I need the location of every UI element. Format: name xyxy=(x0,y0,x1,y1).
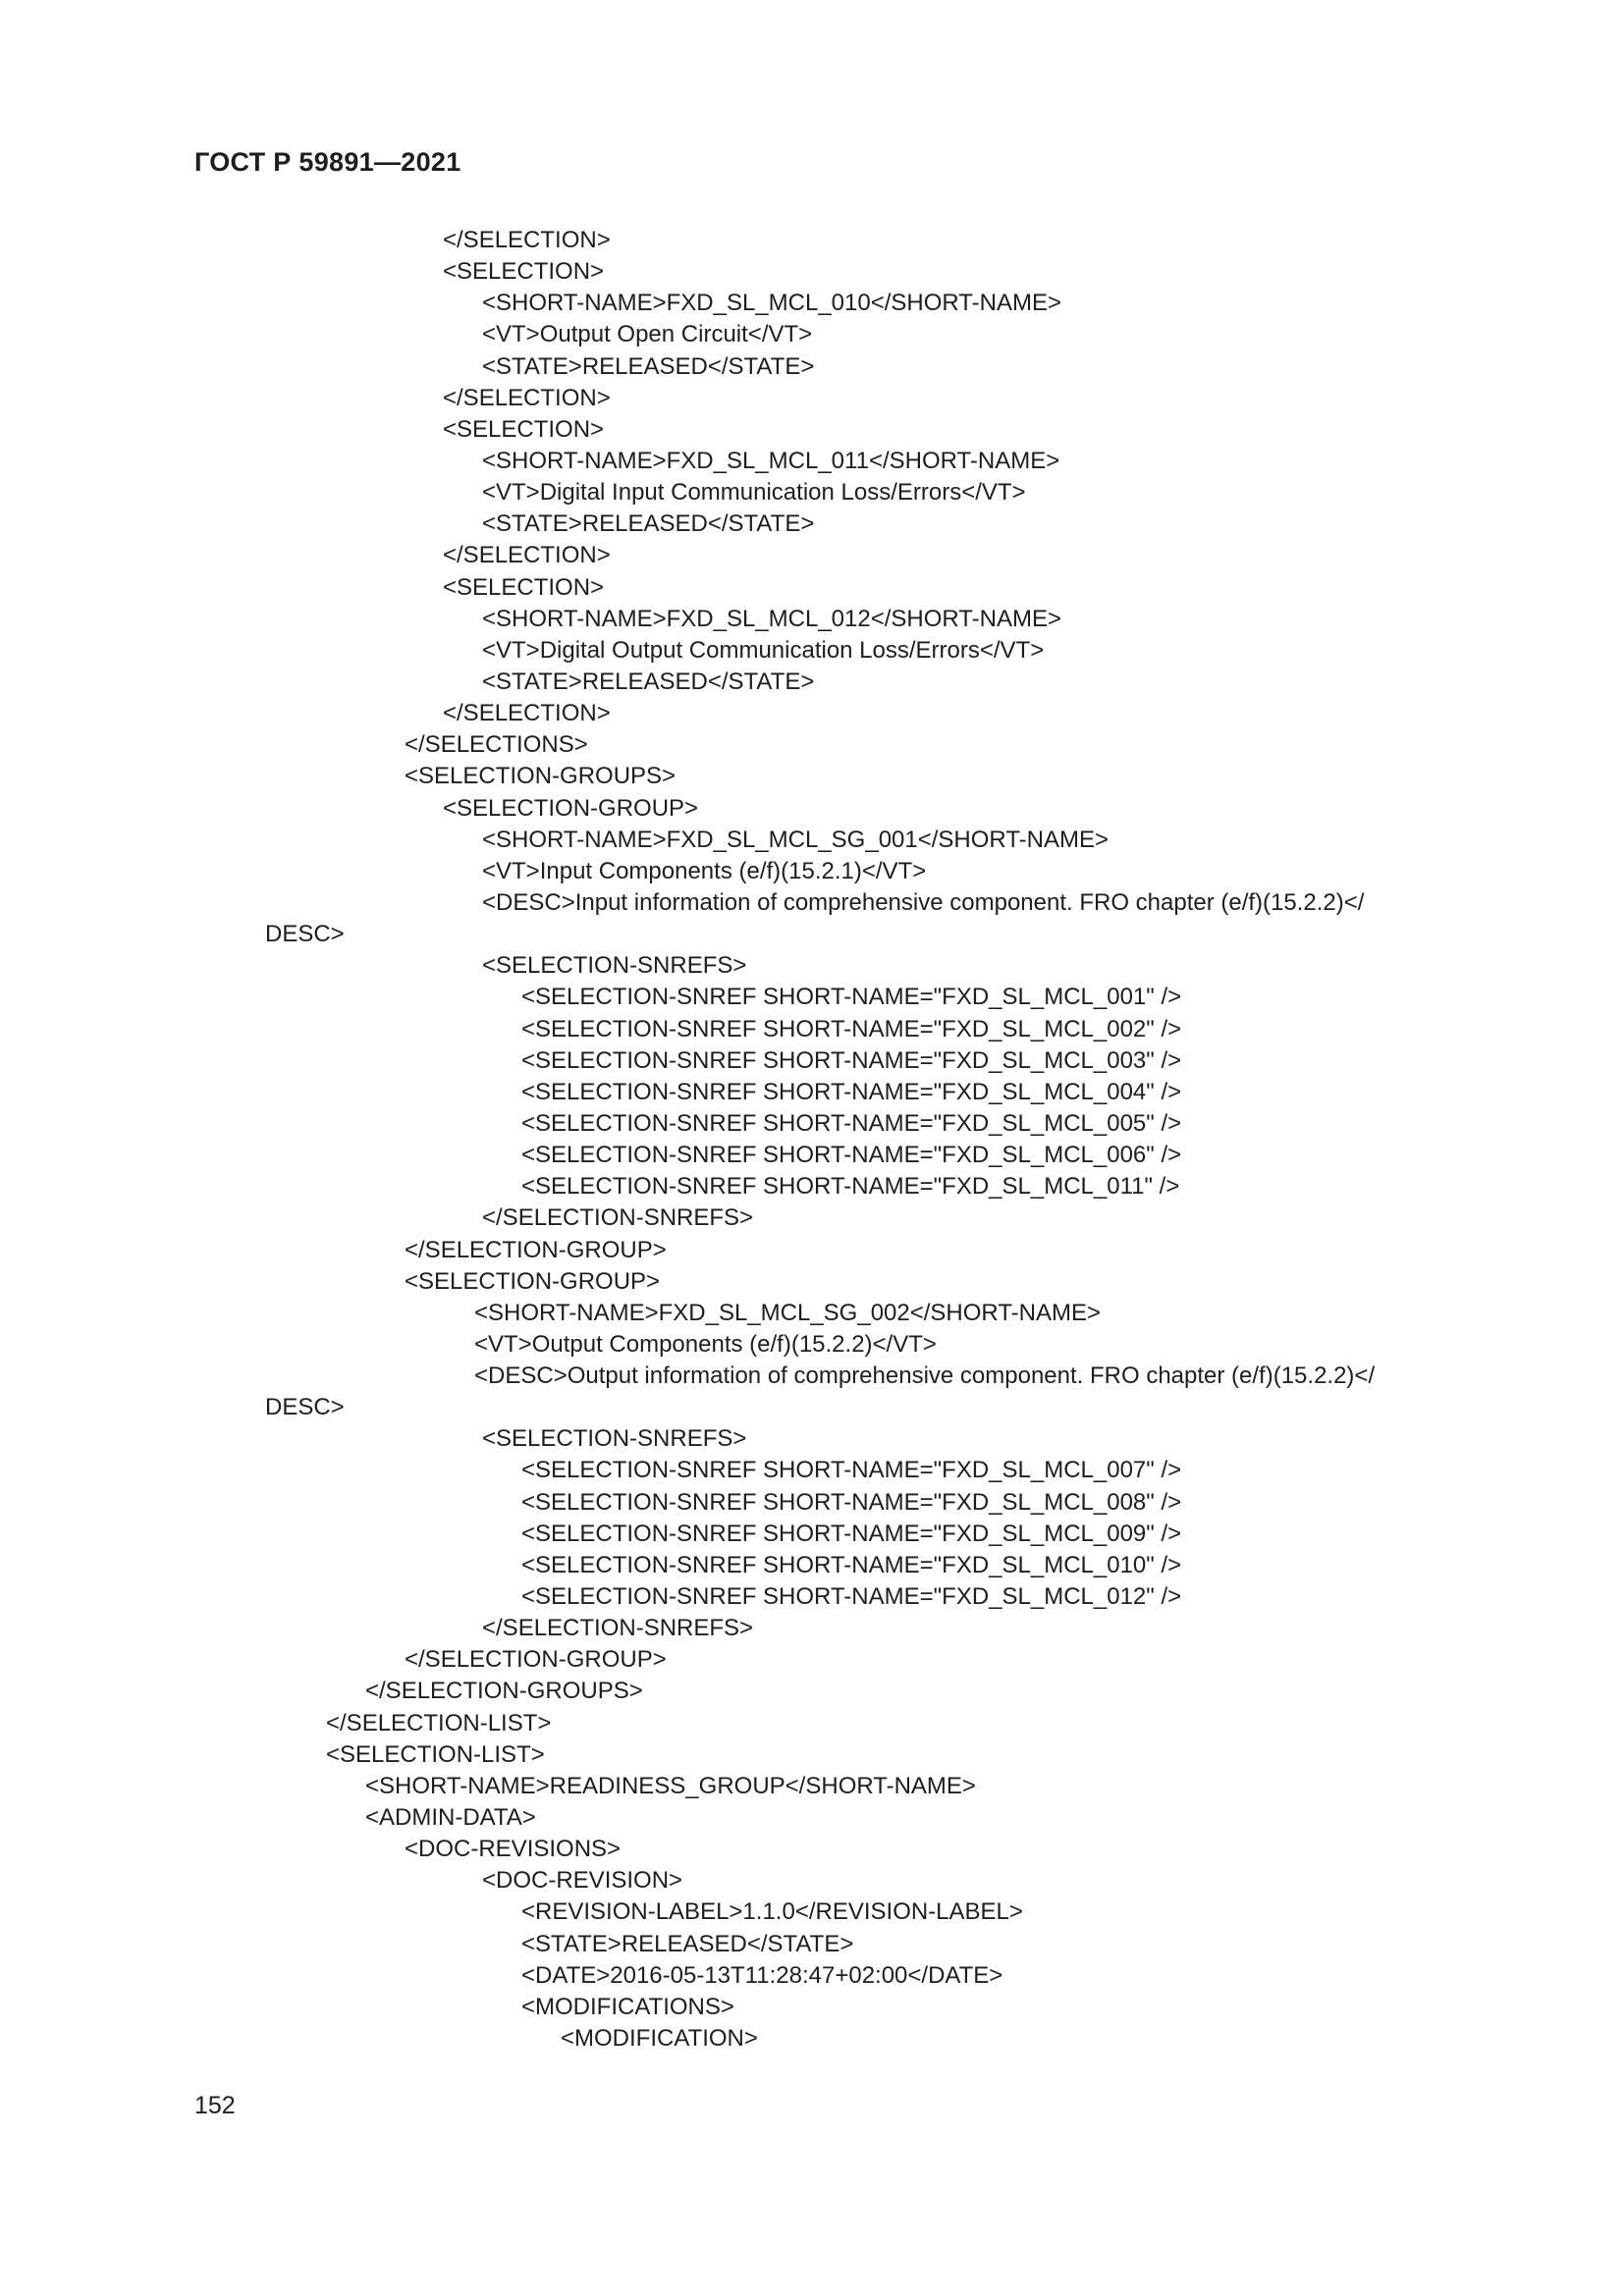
xml-listing xyxy=(0,225,1624,2055)
code-line: </SELECTION-SNREFS> xyxy=(482,1204,754,1232)
code-line: <STATE>RELEASED</STATE> xyxy=(482,352,815,380)
code-line: <SELECTION> xyxy=(443,415,605,443)
code-line: <SELECTION-SNREF SHORT-NAME="FXD_SL_MCL_012" /> xyxy=(521,1583,1182,1611)
code-line: <DOC-REVISIONS> xyxy=(405,1836,622,1863)
code-line: <SELECTION-SNREF SHORT-NAME="FXD_SL_MCL_007" /> xyxy=(521,1457,1182,1484)
code-line: <SELECTION-SNREF SHORT-NAME="FXD_SL_MCL_011" /> xyxy=(521,1173,1180,1201)
code-line: <SELECTION-GROUPS> xyxy=(405,763,677,790)
code-line: <SHORT-NAME>FXD_SL_MCL_011</SHORT-NAME> xyxy=(482,447,1060,474)
code-line: <SHORT-NAME>FXD_SL_MCL_SG_002</SHORT-NAME> xyxy=(474,1299,1102,1326)
code-line: DESC> xyxy=(265,921,345,948)
code-line: <SHORT-NAME>FXD_SL_MCL_010</SHORT-NAME> xyxy=(482,290,1061,317)
code-line: <SELECTION-SNREF SHORT-NAME="FXD_SL_MCL_004" /> xyxy=(521,1078,1182,1105)
code-line: <SELECTION-SNREF SHORT-NAME="FXD_SL_MCL_009" /> xyxy=(521,1520,1182,1547)
code-line: </SELECTION> xyxy=(443,384,611,411)
code-line: <MODIFICATION> xyxy=(561,2025,758,2053)
code-line: <MODIFICATIONS> xyxy=(521,1993,734,2020)
code-line: <SHORT-NAME>FXD_SL_MCL_SG_001</SHORT-NAME> xyxy=(482,826,1110,853)
code-line: <SELECTION-SNREFS> xyxy=(482,952,747,980)
code-line: <VT>Output Components (e/f)(15.2.2)</VT> xyxy=(474,1330,937,1358)
code-line: <SELECTION-GROUP> xyxy=(443,794,699,822)
code-line: <REVISION-LABEL>1.1.0</REVISION-LABEL> xyxy=(521,1898,1023,1926)
code-line: <SELECTION-SNREF SHORT-NAME="FXD_SL_MCL_003" /> xyxy=(521,1046,1182,1074)
code-line: <DESC>Output information of comprehensive component. FRO chapter (e/f)(15.2.2)</ xyxy=(474,1362,1376,1390)
code-line: <SELECTION-GROUP> xyxy=(405,1267,661,1295)
code-line: </SELECTION-GROUP> xyxy=(405,1646,667,1674)
code-line: <STATE>RELEASED</STATE> xyxy=(482,510,815,538)
document-header: ГОСТ Р 59891—2021 xyxy=(194,147,461,177)
code-line: <DATE>2016-05-13T11:28:47+02:00</DATE> xyxy=(521,1961,1003,1989)
code-line: <SELECTION-LIST> xyxy=(326,1740,545,1768)
code-line: </SELECTION> xyxy=(443,227,611,253)
page-number: 152 xyxy=(194,2092,236,2119)
code-line: <STATE>RELEASED</STATE> xyxy=(482,667,815,695)
code-line: <DESC>Input information of comprehensive component. FRO chapter (e/f)(15.2.2)</ xyxy=(482,888,1365,916)
code-line: <SELECTION-SNREF SHORT-NAME="FXD_SL_MCL_006" /> xyxy=(521,1142,1182,1169)
code-line: <SELECTION-SNREF SHORT-NAME="FXD_SL_MCL_008" /> xyxy=(521,1488,1182,1516)
code-line: <ADMIN-DATA> xyxy=(365,1804,536,1832)
code-line: <VT>Input Components (e/f)(15.2.1)</VT> xyxy=(482,857,927,884)
code-line: DESC> xyxy=(265,1394,345,1421)
code-line: <VT>Output Open Circuit</VT> xyxy=(482,321,813,348)
code-line: <SELECTION> xyxy=(443,573,605,601)
code-line: <SELECTION-SNREF SHORT-NAME="FXD_SL_MCL_002" /> xyxy=(521,1015,1182,1042)
code-line: <STATE>RELEASED</STATE> xyxy=(521,1930,854,1957)
code-line: <SELECTION> xyxy=(443,258,605,286)
code-line: <SELECTION-SNREFS> xyxy=(482,1425,747,1453)
code-line: </SELECTION> xyxy=(443,700,611,727)
code-line: <SHORT-NAME>READINESS_GROUP</SHORT-NAME> xyxy=(365,1772,976,1799)
code-line: <VT>Digital Output Communication Loss/Errors</VT> xyxy=(482,636,1045,664)
code-line: <SELECTION-SNREF SHORT-NAME="FXD_SL_MCL_001" /> xyxy=(521,984,1182,1011)
code-line: <DOC-REVISION> xyxy=(482,1867,683,1895)
code-line: </SELECTION-GROUPS> xyxy=(365,1678,643,1705)
code-line: </SELECTIONS> xyxy=(405,731,588,759)
code-line: </SELECTION-GROUP> xyxy=(405,1236,667,1263)
code-line: <SHORT-NAME>FXD_SL_MCL_012</SHORT-NAME> xyxy=(482,605,1061,632)
code-line: <VT>Digital Input Communication Loss/Errors</VT> xyxy=(482,479,1026,507)
code-line: <SELECTION-SNREF SHORT-NAME="FXD_SL_MCL_010" /> xyxy=(521,1551,1182,1578)
code-line: </SELECTION-LIST> xyxy=(326,1709,552,1736)
code-line: <SELECTION-SNREF SHORT-NAME="FXD_SL_MCL_005" /> xyxy=(521,1109,1182,1137)
code-line: </SELECTION-SNREFS> xyxy=(482,1615,754,1642)
code-line: </SELECTION> xyxy=(443,542,611,569)
